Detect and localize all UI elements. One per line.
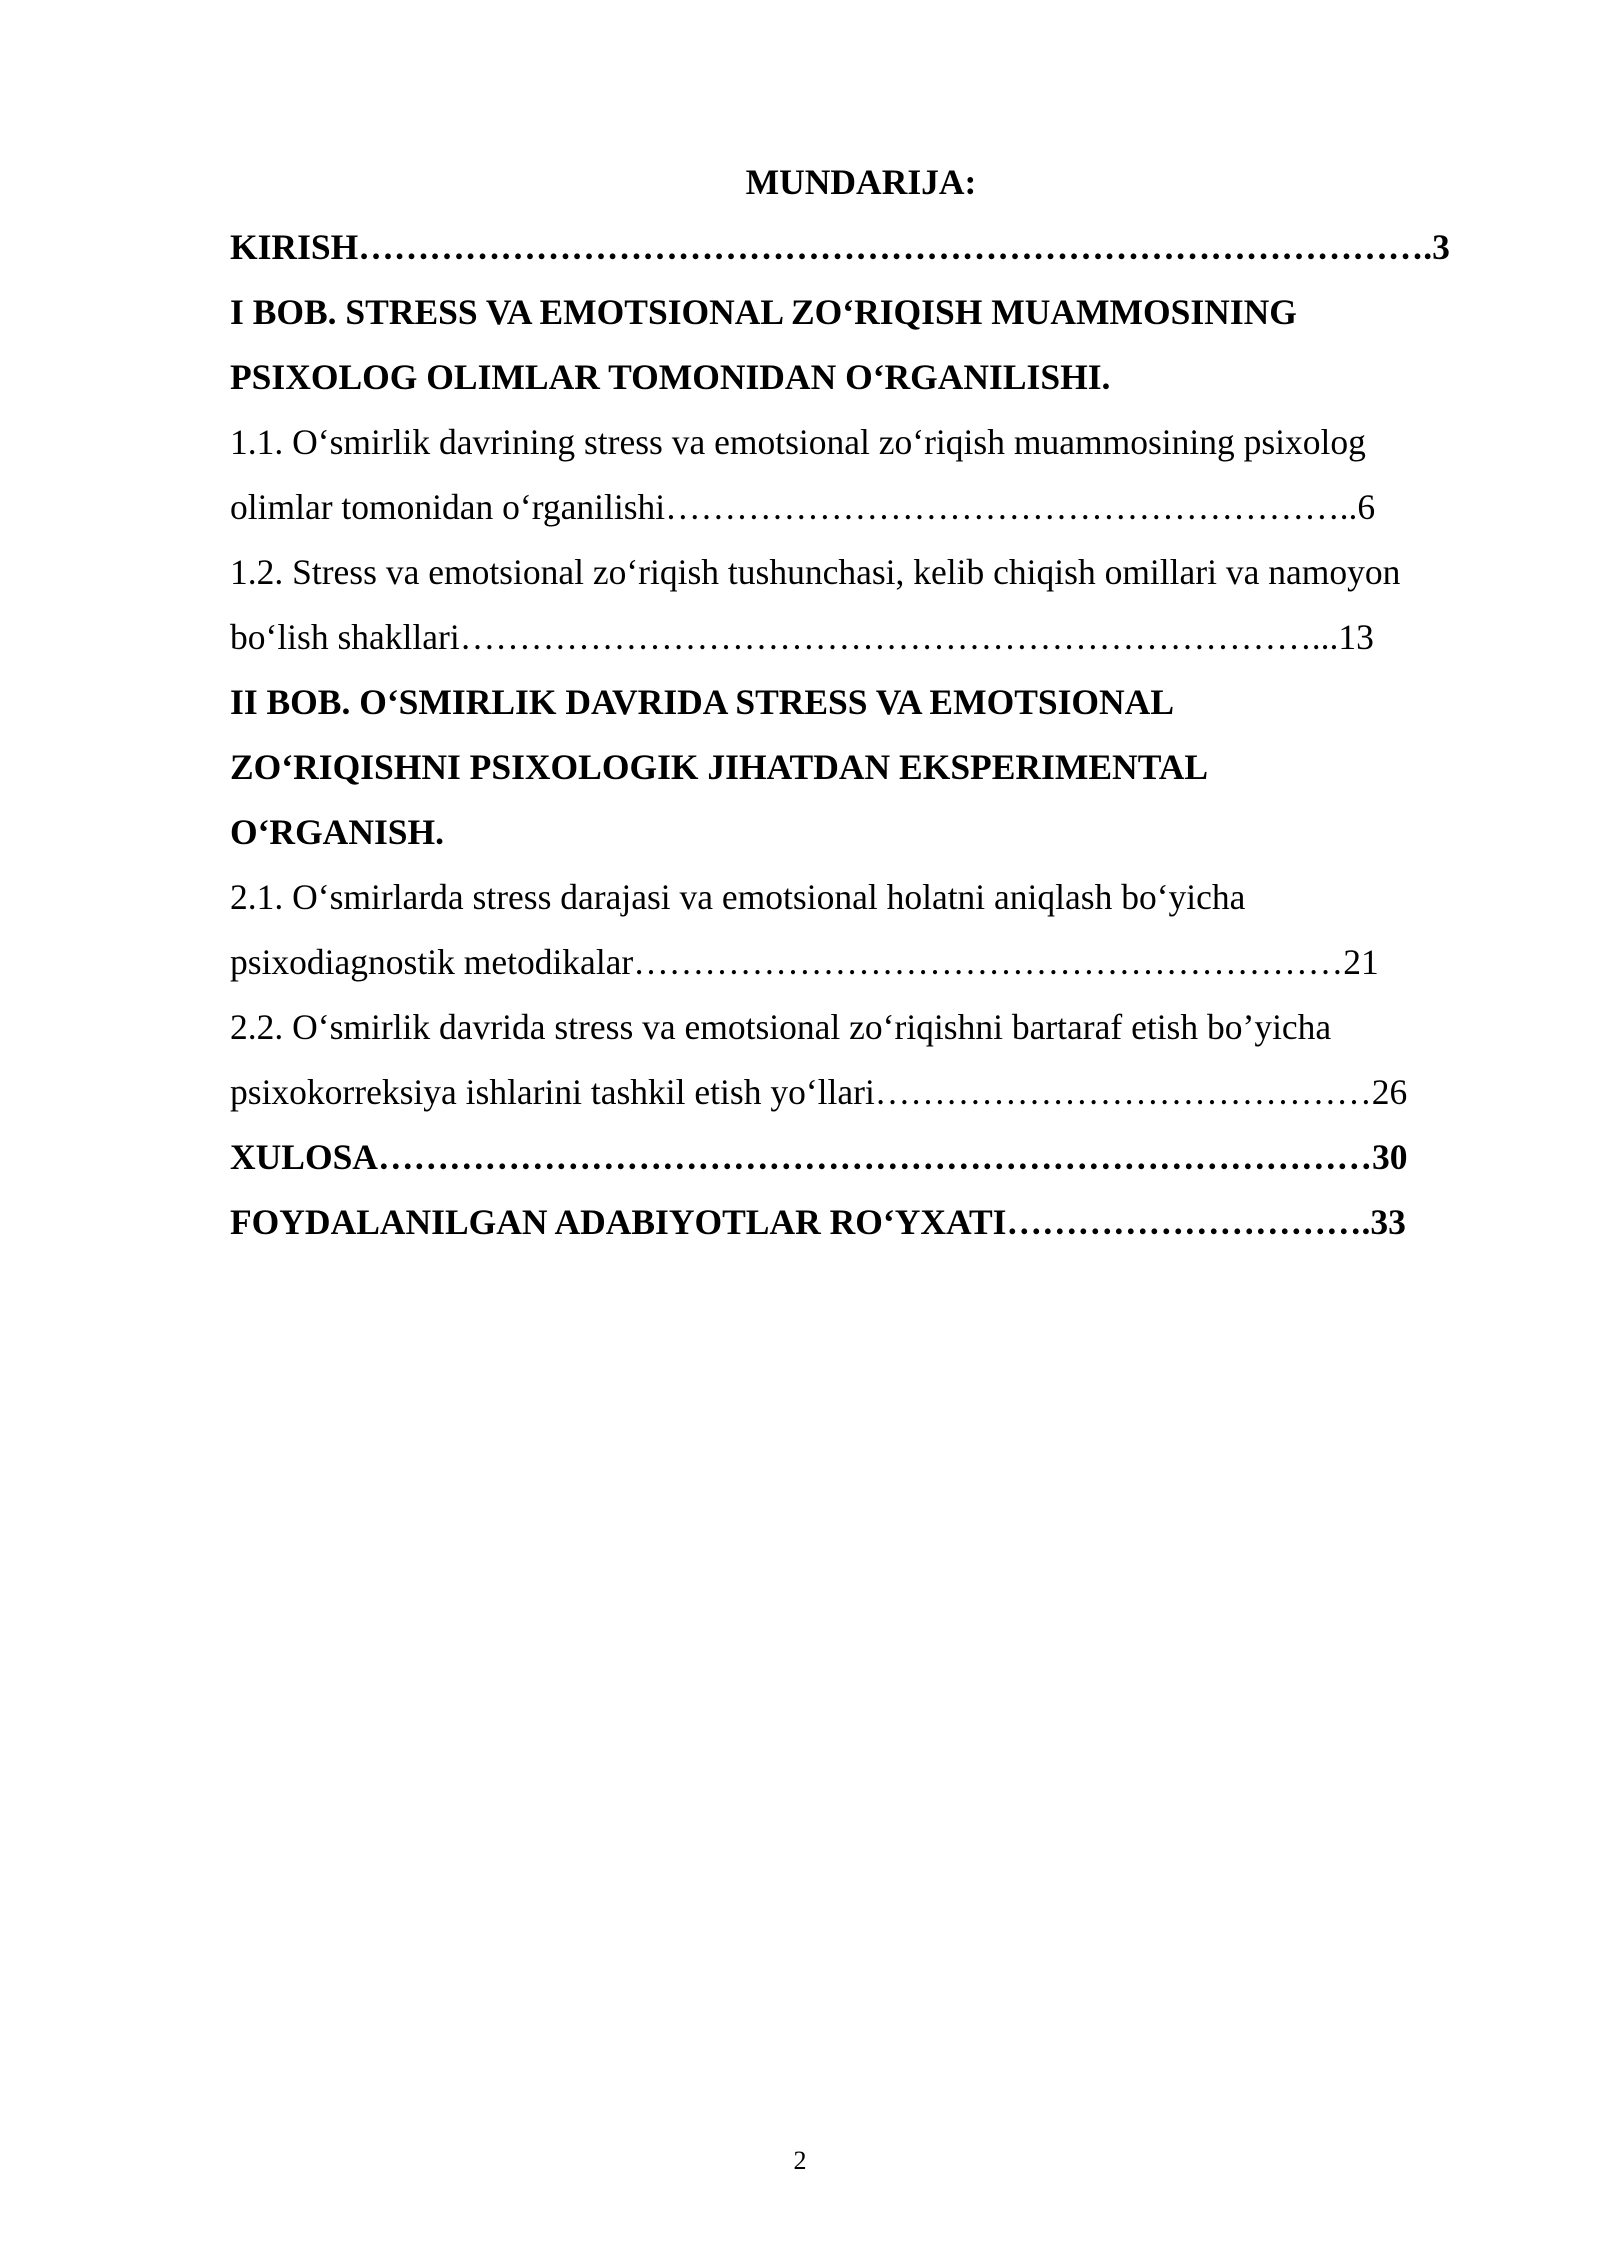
toc-line: psixodiagnostik metodikalar……………………………………………………21 (230, 942, 1379, 982)
toc-line: 1.1. O‘smirlik davrining stress va emotsional zo‘riqish muammosining psixolog (230, 422, 1366, 462)
toc-line: O‘RGANISH. (230, 812, 445, 852)
toc-line: olimlar tomonidan o‘rganilishi…………………………………………………..6 (230, 487, 1376, 527)
page-number: 2 (793, 2146, 807, 2175)
toc-line: 1.2. Stress va emotsional zo‘riqish tushunchasi, kelib chiqish omillari va namoyon (230, 552, 1401, 592)
toc-heading: MUNDARIJA: (745, 162, 977, 202)
toc-line: PSIXOLOG OLIMLAR TOMONIDAN O‘RGANILISHI. (230, 357, 1111, 397)
toc-line: bo‘lish shakllari………………………………………………………………...13 (230, 617, 1374, 657)
toc-line: FOYDALANILGAN ADABIYOTLAR RO‘YXATI………………………….33 (230, 1202, 1406, 1242)
toc-line: KIRISH……………………………………………………………………………….3 (230, 227, 1450, 267)
toc-line: XULOSA…………………………………………………………………………30 (230, 1137, 1408, 1177)
toc-line: ZO‘RIQISHNI PSIXOLOGIK JIHATDAN EKSPERIMENTAL (230, 747, 1209, 787)
toc-line: II BOB. O‘SMIRLIK DAVRIDA STRESS VA EMOTSIONAL (230, 682, 1174, 722)
toc-line: 2.1. O‘smirlarda stress darajasi va emotsional holatni aniqlash bo‘yicha (230, 877, 1246, 917)
toc-line: psixokorreksiya ishlarini tashkil etish yo‘llari……………………………………26 (230, 1072, 1408, 1112)
toc-line: I BOB. STRESS VA EMOTSIONAL ZO‘RIQISH MUAMMOSINING (230, 292, 1297, 332)
toc-line: 2.2. O‘smirlik davrida stress va emotsional zo‘riqishni bartaraf etish bo’yicha (230, 1007, 1332, 1047)
toc-entries (230, 215, 1492, 1255)
table-of-contents (230, 150, 1492, 1255)
